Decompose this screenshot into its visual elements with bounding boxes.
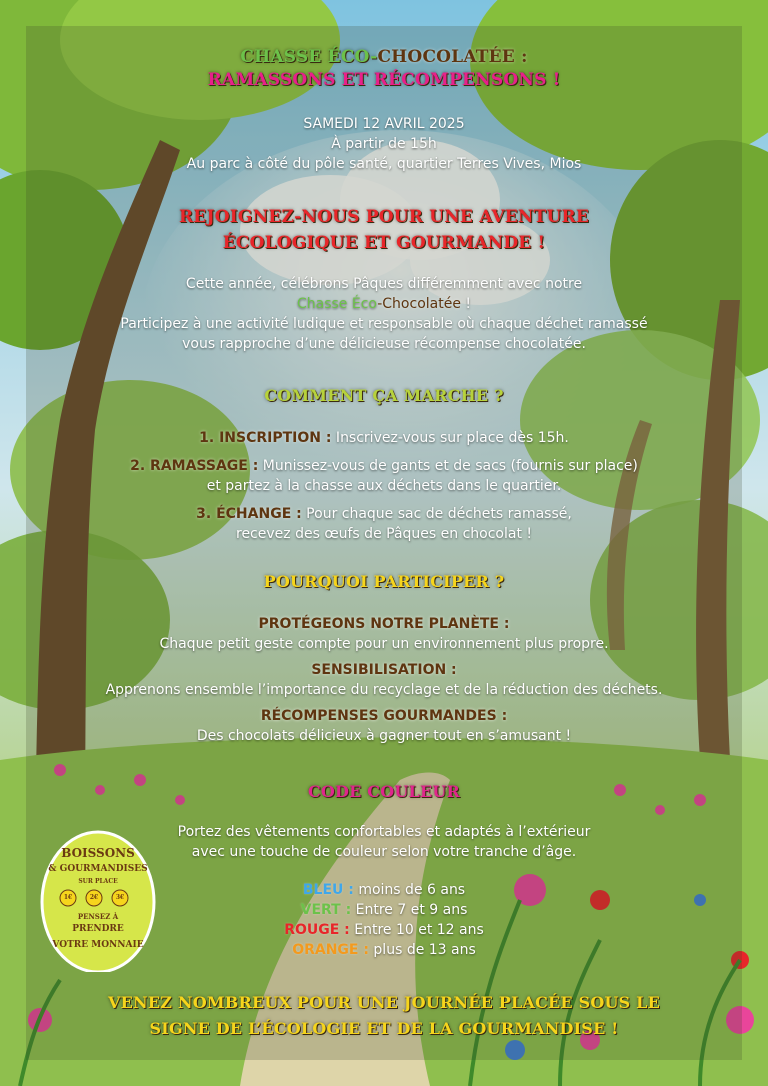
- code-blue: [26, 880, 742, 900]
- join-line-1: Cette année, célébrons Pâques différemment avec notre: [185, 276, 583, 292]
- join-heading-line-1: REJOIGNEZ-NOUS POUR UNE AVENTURE: [178, 207, 590, 227]
- badge-line-5: PRENDRE: [72, 924, 124, 934]
- reason-3-text: Des chocolats délicieux à gagner tout en s’amusant !: [196, 728, 572, 744]
- color-codes: [26, 880, 742, 960]
- code-orange: [26, 940, 742, 960]
- code-heading: CODE COULEUR: [307, 782, 461, 801]
- badge-line-4: PENSEZ À: [77, 912, 119, 921]
- step-2: [26, 456, 742, 476]
- step-3: [26, 504, 742, 524]
- coin-label-2: 2€: [89, 894, 99, 901]
- title-eco: CHASSE ÉCO-: [240, 47, 378, 67]
- code-red-label: ROUGE :: [284, 922, 350, 938]
- reason-2-label: SENSIBILISATION :: [311, 662, 457, 678]
- join-text: [26, 274, 742, 354]
- title-line-2: RAMASSONS ET RÉCOMPENSONS !: [207, 70, 561, 90]
- title-choco: CHOCOLATÉE :: [377, 47, 528, 67]
- footer-slogan: [26, 990, 742, 1042]
- hunt-choco: -Chocolatée: [377, 296, 461, 312]
- reason-1-label: PROTÉGEONS NOTRE PLANÈTE :: [258, 616, 510, 632]
- event-time: À partir de 15h: [331, 136, 437, 152]
- code-green-label: VERT :: [300, 902, 352, 918]
- code-blue-label: BLEU :: [302, 882, 354, 898]
- event-place: Au parc à côté du pôle santé, quartier Terres Vives, Mios: [186, 156, 582, 172]
- reason-1-text: Chaque petit geste compte pour un environnement plus propre.: [159, 636, 609, 652]
- step-2-label: 2. RAMASSAGE :: [130, 458, 259, 474]
- step-3-line-2: recevez des œufs de Pâques en chocolat !: [236, 526, 532, 542]
- join-line-4: vous rapproche d’une délicieuse récompense chocolatée.: [182, 336, 586, 352]
- step-1-label: 1. INSCRIPTION :: [199, 430, 332, 446]
- badge-line-1: BOISSONS: [61, 846, 135, 860]
- join-heading: [26, 204, 742, 256]
- step-1: [26, 428, 742, 448]
- main-title: [26, 46, 742, 92]
- code-red: [26, 920, 742, 940]
- why-heading: POURQUOI PARTICIPER ?: [263, 572, 505, 591]
- step-2-text: Munissez-vous de gants et de sacs (fournis sur place): [258, 458, 638, 474]
- why-reasons: [26, 614, 742, 746]
- code-green-text: Entre 7 et 9 ans: [351, 902, 468, 918]
- hunt-end: !: [460, 296, 472, 312]
- code-orange-text: plus de 13 ans: [368, 942, 476, 958]
- step-3-text: Pour chaque sac de déchets ramassé,: [301, 506, 572, 522]
- how-heading: COMMENT ÇA MARCHE ?: [264, 386, 504, 405]
- join-line-3: Participez à une activité ludique et responsable où chaque déchet ramassé: [120, 316, 648, 332]
- coin-label-1: 1€: [63, 894, 73, 901]
- code-line-1: Portez des vêtements confortables et adaptés à l’extérieur: [177, 824, 591, 840]
- code-red-text: Entre 10 et 12 ans: [349, 922, 484, 938]
- reason-2-text: Apprenons ensemble l’importance du recyclage et de la réduction des déchets.: [105, 682, 663, 698]
- badge-line-6: VOTRE MONNAIE: [52, 940, 144, 950]
- code-line-2: avec une touche de couleur selon votre tranche d’âge.: [191, 844, 577, 860]
- join-heading-line-2: ÉCOLOGIQUE ET GOURMANDE !: [222, 233, 546, 253]
- footer-line-1: VENEZ NOMBREUX POUR UNE JOURNÉE PLACÉE SOUS LE: [108, 993, 660, 1012]
- step-1-text: Inscrivez-vous sur place dès 15h.: [331, 430, 569, 446]
- reason-3-label: RÉCOMPENSES GOURMANDES :: [260, 708, 508, 724]
- how-steps: [26, 428, 742, 544]
- hunt-eco: Chasse Éco: [296, 296, 378, 312]
- code-text: [26, 822, 742, 862]
- code-orange-label: ORANGE :: [292, 942, 369, 958]
- badge-line-2: & GOURMANDISES: [48, 864, 148, 874]
- event-info: [26, 114, 742, 174]
- join-line-2: [26, 294, 742, 314]
- code-green: [26, 900, 742, 920]
- footer-line-2: SIGNE DE L’ÉCOLOGIE ET DE LA GOURMANDISE !: [149, 1019, 619, 1038]
- code-blue-text: moins de 6 ans: [353, 882, 466, 898]
- badge-line-3: SUR PLACE: [78, 878, 118, 885]
- step-3-label: 3. ÉCHANGE :: [196, 506, 302, 522]
- step-2-line-2: et partez à la chasse aux déchets dans le quartier.: [206, 478, 562, 494]
- coin-label-3: 3€: [115, 894, 125, 901]
- event-date: SAMEDI 12 AVRIL 2025: [303, 116, 465, 132]
